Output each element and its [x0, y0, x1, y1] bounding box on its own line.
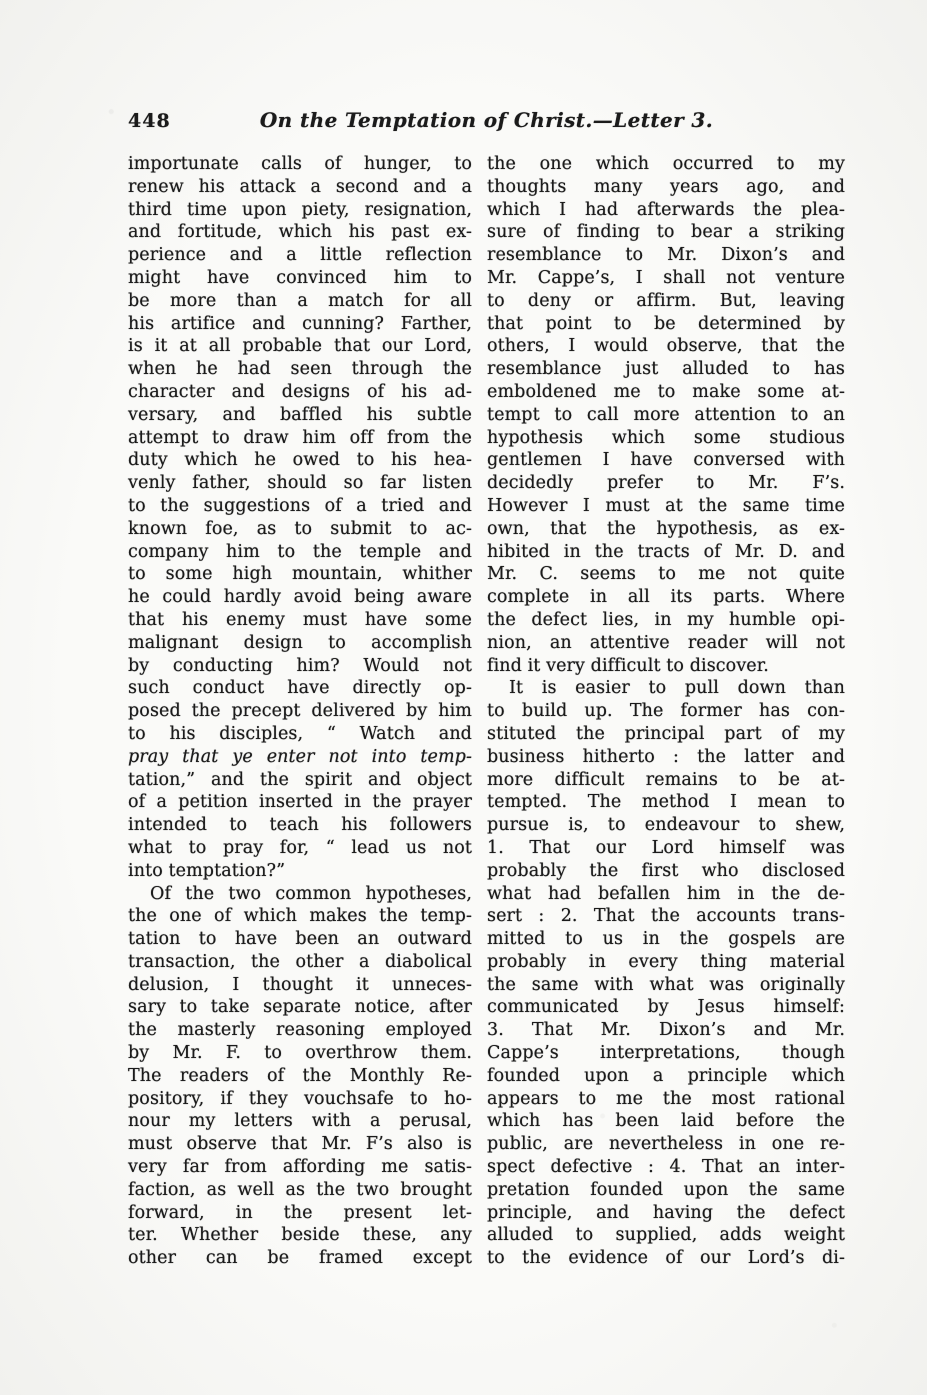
- text-line: alluded to supplied, adds weight: [487, 1225, 845, 1246]
- text-line: to build up. The former has con-: [487, 701, 845, 722]
- page-header: [128, 108, 845, 140]
- text-line: importunate calls of hunger, to: [128, 154, 472, 174]
- text-line: Mr. Cappe’s, I shall not venture: [487, 267, 845, 288]
- text-line: spect defective : 4. That an inter-: [487, 1157, 845, 1178]
- text-line: which has been laid before the: [487, 1111, 845, 1132]
- text-line: renew his attack a second and a: [128, 176, 472, 197]
- text-line: by conducting him? Would not: [128, 655, 472, 676]
- text-line: to the suggestions of a tried and: [128, 495, 472, 516]
- text-line: that his enemy must have some: [128, 609, 472, 630]
- text-line: his artifice and cunning? Farther,: [128, 313, 472, 334]
- text-line: principle, and having the defect: [487, 1202, 845, 1223]
- text-line: he could hardly avoid being aware: [128, 587, 472, 608]
- text-line: what to pray for, “ lead us not: [128, 837, 472, 858]
- text-line: nour my letters with a perusal,: [128, 1111, 472, 1132]
- text-line: the masterly reasoning employed: [128, 1020, 472, 1041]
- text-line: faction, as well as the two brought: [128, 1179, 472, 1200]
- text-line: hibited in the tracts of Mr. D. and: [487, 541, 845, 562]
- text-line: company him to the temple and: [128, 541, 472, 562]
- text-line: must observe that Mr. F’s also is: [128, 1134, 472, 1155]
- text-line: such conduct have directly op-: [128, 678, 472, 699]
- text-line: which I had afterwards the plea-: [487, 199, 845, 220]
- text-line: founded upon a principle which: [487, 1065, 845, 1086]
- text-line: pretation founded upon the same: [487, 1179, 845, 1200]
- text-line: probably in every thing material: [487, 951, 845, 972]
- text-line: sert : 2. That the accounts trans-: [487, 906, 845, 927]
- text-line: stituted the principal part of my: [487, 723, 845, 744]
- text-line: public, are nevertheless in one re-: [487, 1134, 845, 1155]
- text-line: nion, an attentive reader will not: [487, 632, 845, 653]
- text-line: pository, if they vouchsafe to ho-: [128, 1088, 472, 1109]
- text-line: tation,” and the spirit and object: [128, 769, 472, 790]
- text-line: third time upon piety, resignation,: [128, 199, 472, 220]
- text-line: when he had seen through the: [128, 359, 472, 380]
- running-title: On the Temptation of Christ.—Letter 3.: [259, 108, 714, 132]
- text-line: versary, and baffled his subtle: [128, 404, 472, 425]
- text-line: decidedly prefer to Mr. F’s.: [487, 473, 845, 494]
- text-line: It is easier to pull down than: [509, 678, 845, 699]
- text-line: resemblance to Mr. Dixon’s and: [487, 245, 845, 266]
- text-line: ter. Whether beside these, any: [128, 1225, 472, 1246]
- text-line: the defect lies, in my humble opi-: [487, 609, 845, 630]
- text-line: is it at all probable that our Lord,: [128, 336, 472, 357]
- text-line: Cappe’s interpretations, though: [487, 1043, 845, 1064]
- text-line: probably the first who disclosed: [487, 860, 845, 881]
- text-line: own, that the hypothesis, as ex-: [487, 518, 845, 539]
- text-line: The readers of the Monthly Re-: [128, 1065, 472, 1086]
- text-line: duty which he owed to his hea-: [128, 450, 472, 471]
- text-line: known foe, as to submit to ac-: [128, 518, 472, 539]
- text-line: gentlemen I have conversed with: [487, 450, 845, 471]
- text-line: to the evidence of our Lord’s di-: [487, 1248, 845, 1269]
- text-columns: [128, 153, 845, 1270]
- text-line: communicated by Jesus himself:: [487, 997, 845, 1018]
- text-line: mitted to us in the gospels are: [487, 929, 845, 950]
- text-line: very far from affording me satis-: [128, 1157, 472, 1178]
- text-line: thoughts many years ago, and: [487, 176, 845, 197]
- text-line: tation to have been an outward: [128, 929, 472, 950]
- text-line: 3. That Mr. Dixon’s and Mr.: [487, 1020, 845, 1041]
- text-line: that point to be determined by: [487, 313, 845, 334]
- text-line: delusion, I thought it unneces-: [128, 974, 472, 995]
- text-line: business hitherto : the latter and: [487, 746, 845, 767]
- right-column: [487, 153, 845, 1270]
- text-line: forward, in the present let-: [128, 1202, 472, 1223]
- text-line: tempt to call more attention to an: [487, 404, 845, 425]
- left-column: [128, 153, 472, 1270]
- text-line: others, I would observe, that the: [487, 336, 845, 357]
- text-line: to his disciples, “ Watch and: [128, 723, 472, 744]
- text-line: posed the precept delivered by him: [128, 701, 472, 722]
- text-line: emboldened me to make some at-: [487, 381, 845, 402]
- text-line: pursue is, to endeavour to shew,: [487, 815, 845, 836]
- text-line: perience and a little reflection: [128, 245, 472, 266]
- text-line: what had befallen him in the de-: [487, 883, 845, 904]
- text-line: find it very difficult to discover.: [487, 655, 769, 676]
- text-line: 1. That our Lord himself was: [487, 837, 845, 858]
- text-line: the one of which makes the temp-: [128, 906, 472, 927]
- text-line: the same with what was originally: [487, 974, 845, 995]
- text-line: appears to me the most rational: [487, 1088, 845, 1109]
- text-line: might have convinced him to: [128, 267, 472, 288]
- text-line: However I must at the same time: [487, 495, 845, 516]
- text-line: transaction, the other a diabolical: [128, 951, 472, 972]
- text-line: complete in all its parts. Where: [487, 587, 845, 608]
- text-line: Mr. C. seems to me not quite: [487, 564, 845, 585]
- text-line: attempt to draw him off from the: [128, 427, 472, 448]
- text-line: sure of finding to bear a striking: [487, 222, 845, 243]
- text-line: tempted. The method I mean to: [487, 792, 845, 813]
- text-line: of a petition inserted in the prayer: [128, 792, 472, 813]
- text-line: the one which occurred to my: [487, 154, 845, 174]
- text-line: Of the two common hypotheses,: [150, 883, 472, 904]
- text-line: into temptation?”: [128, 860, 286, 881]
- text-line: intended to teach his followers: [128, 815, 472, 836]
- text-line: more difficult remains to be at-: [487, 769, 845, 790]
- text-line: to some high mountain, whither: [128, 564, 472, 585]
- text-line: malignant design to accomplish: [128, 632, 472, 653]
- text-line: other can be framed except: [128, 1248, 472, 1269]
- text-line: by Mr. F. to overthrow them.: [128, 1043, 472, 1064]
- text-line: hypothesis which some studious: [487, 427, 845, 448]
- text-line: be more than a match for all: [128, 290, 472, 311]
- text-line: and fortitude, which his past ex-: [128, 222, 472, 243]
- text-line: venly father, should so far listen: [128, 473, 472, 494]
- text-line: pray that ye enter not into temp-: [128, 746, 472, 767]
- text-line: resemblance just alluded to has: [487, 359, 845, 380]
- text-line: character and designs of his ad-: [128, 381, 472, 402]
- text-line: sary to take separate notice, after: [128, 997, 472, 1018]
- text-line: to deny or affirm. But, leaving: [487, 290, 845, 311]
- page-number: 448: [128, 110, 171, 132]
